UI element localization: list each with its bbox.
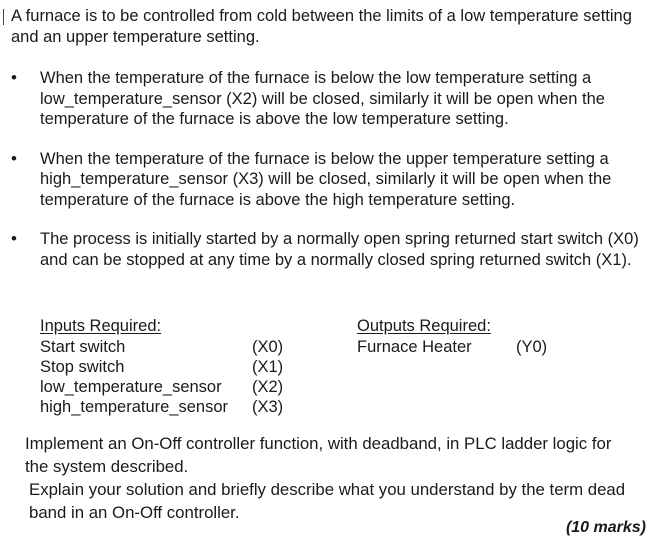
inputs-column <box>40 316 340 417</box>
bullet-icon: • <box>11 68 17 87</box>
input-name: Stop switch <box>40 357 125 376</box>
io-table <box>40 316 640 426</box>
list-item <box>0 68 652 130</box>
margin-bar <box>3 9 4 25</box>
list-item <box>0 229 652 270</box>
output-code: (Y0) <box>516 337 548 356</box>
list-item-text: When the temperature of the furnace is below the upper temperature setting a high_temperature_sensor (X3) will be closed, similarly it will be open when the temperature of the furnace is above the high temperature setting. <box>40 149 612 209</box>
task-line: Implement an On-Off controller function, with deadband, in PLC ladder logic for the system described. <box>25 434 612 476</box>
list-item-text: The process is initially started by a normally open spring returned start switch (X0) and can be stopped at any time by a normally closed spring returned switch (X1). <box>40 230 639 269</box>
output-name: Furnace Heater <box>357 337 472 356</box>
list-item <box>0 149 652 211</box>
input-row <box>40 357 340 377</box>
task-line: Explain your solution and briefly describe what you understand by the term dead band in an On-Off controller. <box>29 480 626 522</box>
input-name: high_temperature_sensor <box>40 397 229 416</box>
marks-label: (10 marks) <box>565 519 646 536</box>
intro-paragraph: A furnace is to be controlled from cold between the limits of a low temperature setting and an upper temperature setting. <box>11 7 632 46</box>
input-row <box>40 337 340 357</box>
input-code: (X0) <box>252 337 284 356</box>
input-name: Start switch <box>40 337 126 356</box>
input-code: (X3) <box>252 397 284 416</box>
bullet-icon: • <box>11 229 17 248</box>
outputs-heading: Outputs Required: <box>357 317 491 335</box>
input-code: (X1) <box>252 357 284 376</box>
bullet-icon: • <box>11 148 17 168</box>
output-row <box>357 337 617 357</box>
requirements-list <box>0 68 658 289</box>
input-name: low_temperature_sensor <box>40 377 222 396</box>
input-row <box>40 377 340 397</box>
outputs-column <box>357 316 617 357</box>
input-code: (X2) <box>252 377 284 396</box>
list-item-text: When the temperature of the furnace is below the low temperature setting a low_temperature_sensor (X2) will be closed, similarly it will be open when the temperature of the furnace is above the low temperature setting. <box>40 69 605 128</box>
task-instructions <box>25 432 635 524</box>
input-row <box>40 397 340 417</box>
inputs-heading: Inputs Required: <box>40 317 162 335</box>
